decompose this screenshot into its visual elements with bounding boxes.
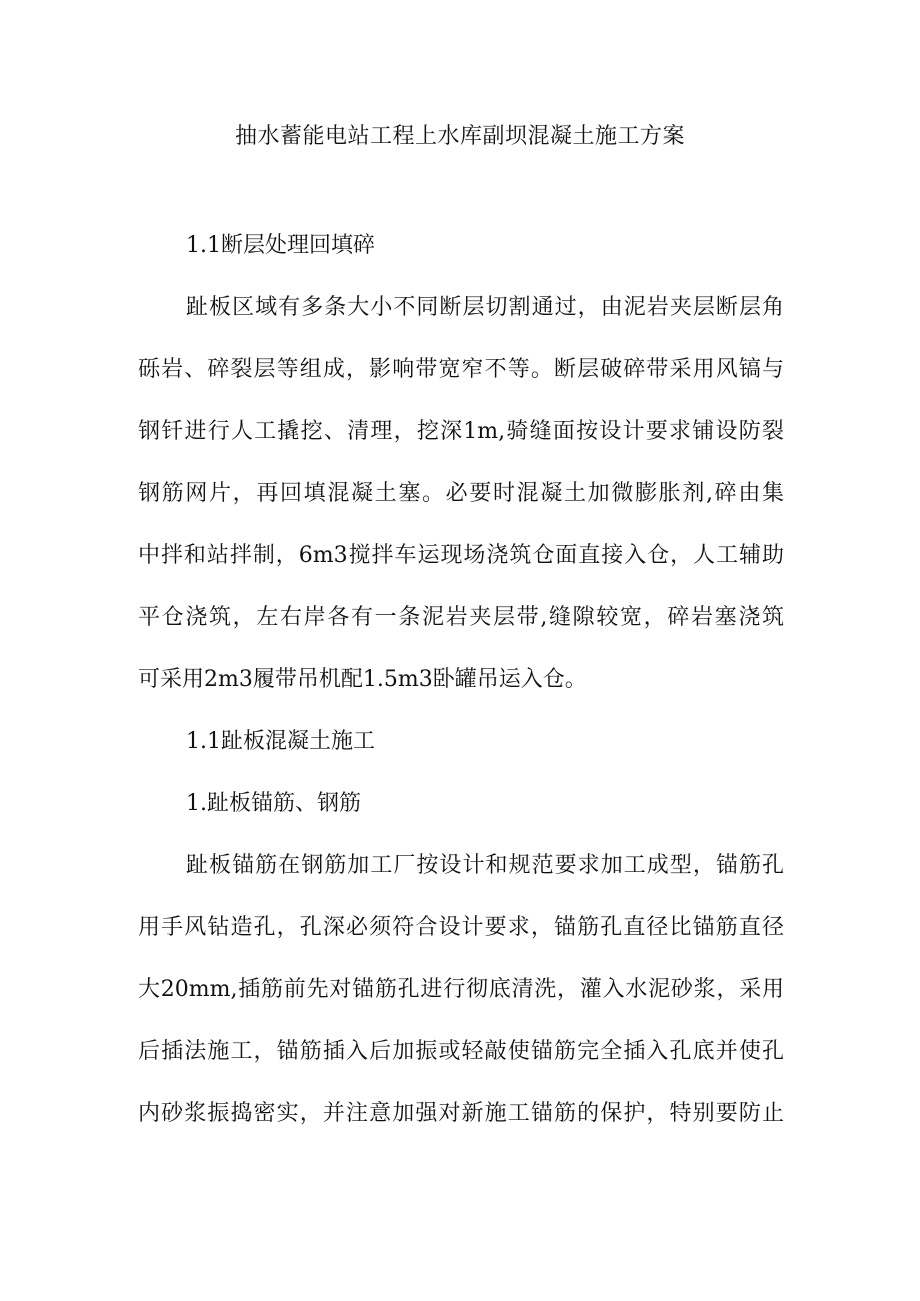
paragraph-line: 内砂浆振捣密实，并注意加强对新施工锚筋的保护，特别要防止 [138, 1101, 784, 1126]
paragraph-line: 后插法施工，锚筋插入后加振或轻敲使锚筋完全插入孔底并使孔 [138, 1039, 784, 1064]
section-heading-toe-slab-concrete: 1.1趾板混凝土施工 [186, 729, 375, 754]
paragraph-line: 可采用2m3履带吊机配1.5m3卧罐吊运入仓。 [138, 667, 587, 692]
paragraph-line: 钢钎进行人工撬挖、清理，挖深1m,骑缝面按设计要求铺设防裂 [138, 419, 784, 444]
document-title: 抽水蓄能电站工程上水库副坝混凝土施工方案 [234, 124, 685, 149]
paragraph-line: 钢筋网片，再回填混凝土塞。必要时混凝土加微膨胀剂,碎由集 [138, 481, 784, 506]
section-heading-anchor-rebar: 1.趾板锚筋、钢筋 [186, 791, 361, 816]
paragraph-line: 中拌和站拌制，6m3搅拌车运现场浇筑仓面直接入仓，人工辅助 [138, 543, 784, 568]
paragraph-line: 用手风钻造孔，孔深必须符合设计要求，锚筋孔直径比锚筋直径 [138, 915, 784, 940]
paragraph-line: 趾板区域有多条大小不同断层切割通过，由泥岩夹层断层角 [186, 295, 784, 320]
paragraph-line: 趾板锚筋在钢筋加工厂按设计和规范要求加工成型，锚筋孔 [186, 853, 784, 878]
section-heading-fault-treatment: 1.1断层处理回填碎 [186, 233, 375, 258]
paragraph-line: 平仓浇筑，左右岸各有一条泥岩夹层带,缝隙较宽，碎岩塞浇筑 [138, 605, 784, 630]
paragraph-line: 大20mm,插筋前先对锚筋孔进行彻底清洗，灌入水泥砂浆，采用 [138, 977, 784, 1002]
paragraph-line: 砾岩、碎裂层等组成，影响带宽窄不等。断层破碎带采用风镐与 [138, 357, 784, 382]
